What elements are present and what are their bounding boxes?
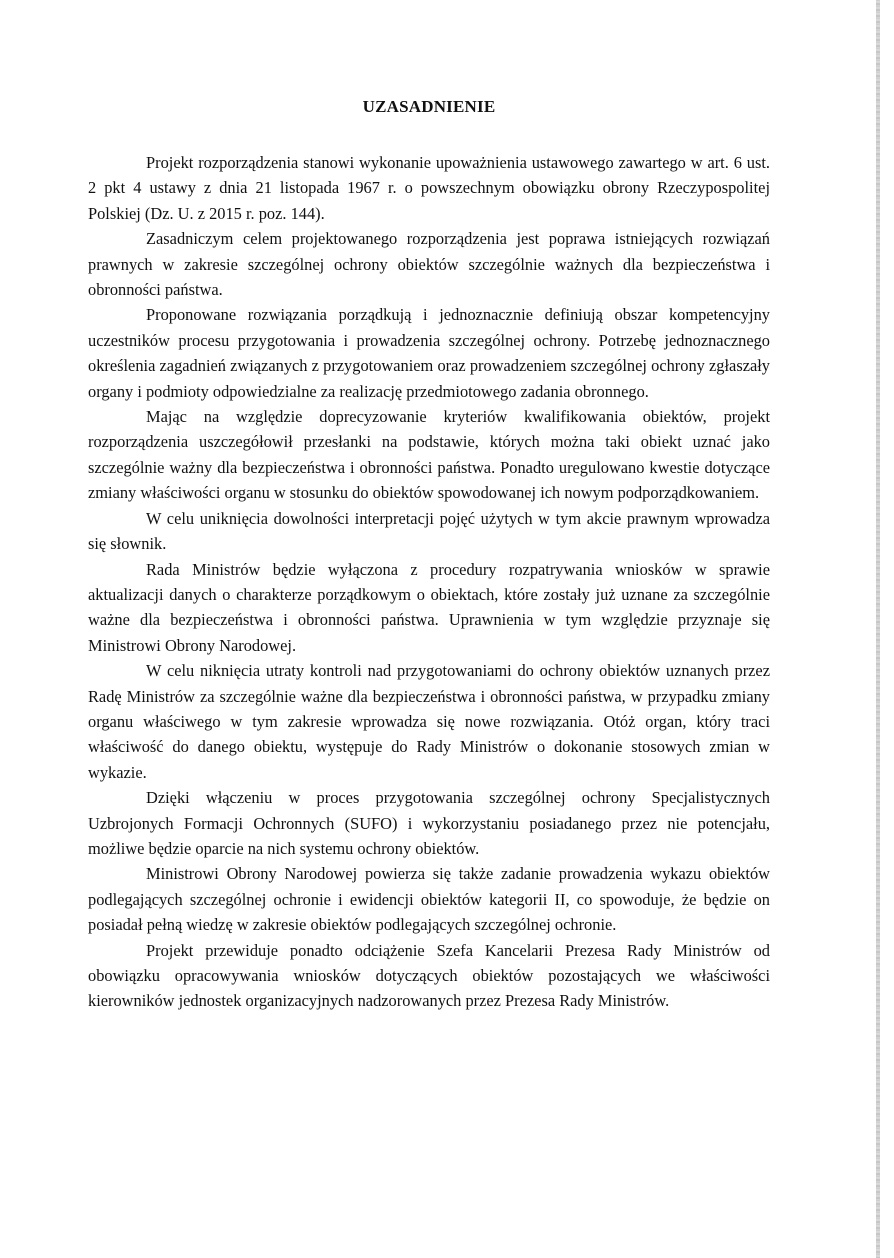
scan-edge-shadow: [876, 0, 880, 1258]
paragraph-control-loss: W celu niknięcia utraty kontroli nad przygotowaniami do ochrony obiektów uznanych przez Radę Ministrów za szczególnie ważne dla bezpieczeństwa i obronności państwa, w przypadku zmiany organu właściwego w tym zakresie wprowadza się nowe rozwiązania. Otóż organ, który traci właściwość do danego obiektu, występuje do Rady Ministrów o dokonanie stosowych zmian w wykazie.: [88, 661, 770, 782]
paragraph-proposed-solutions: Proponowane rozwiązania porządkują i jednoznacznie definiują obszar kompetencyjny uczestników procesu przygotowania i prowadzenia szczególnej ochrony. Potrzebę jednoznacznego określenia zagadnień związanych z przygotowaniem oraz prowadzeniem szczególnej ochrony zgłaszały organy i podmioty odpowiedzialne za realizację przedmiotowego zadania obronnego.: [88, 305, 770, 401]
paragraph-chancellery-relief: Projekt przewiduje ponadto odciążenie Szefa Kancelarii Prezesa Rady Ministrów od obowiązku opracowywania wniosków dotyczących obiektów pozostających we właściwości kierowników jednostek organizacyjnych nadzorowanych przez Prezesa Rady Ministrów.: [88, 940, 770, 1011]
paragraph-minister-of-defence: Ministrowi Obrony Narodowej powierza się także zadanie prowadzenia wykazu obiektów podlegających szczególnej ochronie i ewidencji obiektów kategorii II, co spowoduje, że będzie on posiadał pełną wiedzę w zakresie obiektów podlegających szczególnej ochronie.: [88, 864, 770, 935]
paragraph-legal-basis: Projekt rozporządzenia stanowi wykonanie upoważnienia ustawowego zawartego w art. 6 ust. 2 pkt 4 ustawy z dnia 21 listopada 1967 r. o powszechnym obowiązku obrony Rzeczypospolitej Polskiej (Dz. U. z 2015 r. poz. 144).: [88, 153, 770, 223]
paragraph-council-of-ministers: Rada Ministrów będzie wyłączona z procedury rozpatrywania wniosków w sprawie aktualizacji danych o charakterze porządkowym o obiektach, które zostały już uznane za szczególnie ważne dla bezpieczeństwa i obronności państwa. Uprawnienia w tym względzie przyznaje się Ministrowi Obrony Narodowej.: [88, 559, 770, 655]
document-title: UZASADNIENIE: [362, 97, 496, 116]
paragraph-sufo: Dzięki włączeniu w proces przygotowania szczególnej ochrony Specjalistycznych Uzbrojonych Formacji Ochronnych (SUFO) i wykorzystaniu posiadanego przez nie potencjału, możliwe będzie oparcie na nich systemu ochrony obiektów.: [88, 788, 770, 858]
paragraph-qualification-criteria: Mając na względzie doprecyzowanie kryteriów kwalifikowania obiektów, projekt rozporządzenia uszczegółowił przesłanki na podstawie, których można taki obiekt uznać jako szczególnie ważny dla bezpieczeństwa i obronności państwa. Ponadto uregulowano kwestie dotyczące zmiany właściwości organu w stosunku do obiektów spowodowanej ich nowym podporządkowaniem.: [88, 407, 770, 503]
paragraph-main-goal: Zasadniczym celem projektowanego rozporządzenia jest poprawa istniejących rozwiązań prawnych w zakresie szczególnej ochrony obiektów szczególnie ważnych dla bezpieczeństwa i obronności państwa.: [88, 229, 770, 300]
paragraph-glossary: W celu uniknięcia dowolności interpretacji pojęć użytych w tym akcie prawnym wprowadza się słownik.: [88, 508, 770, 554]
document-body: [88, 96, 770, 1014]
